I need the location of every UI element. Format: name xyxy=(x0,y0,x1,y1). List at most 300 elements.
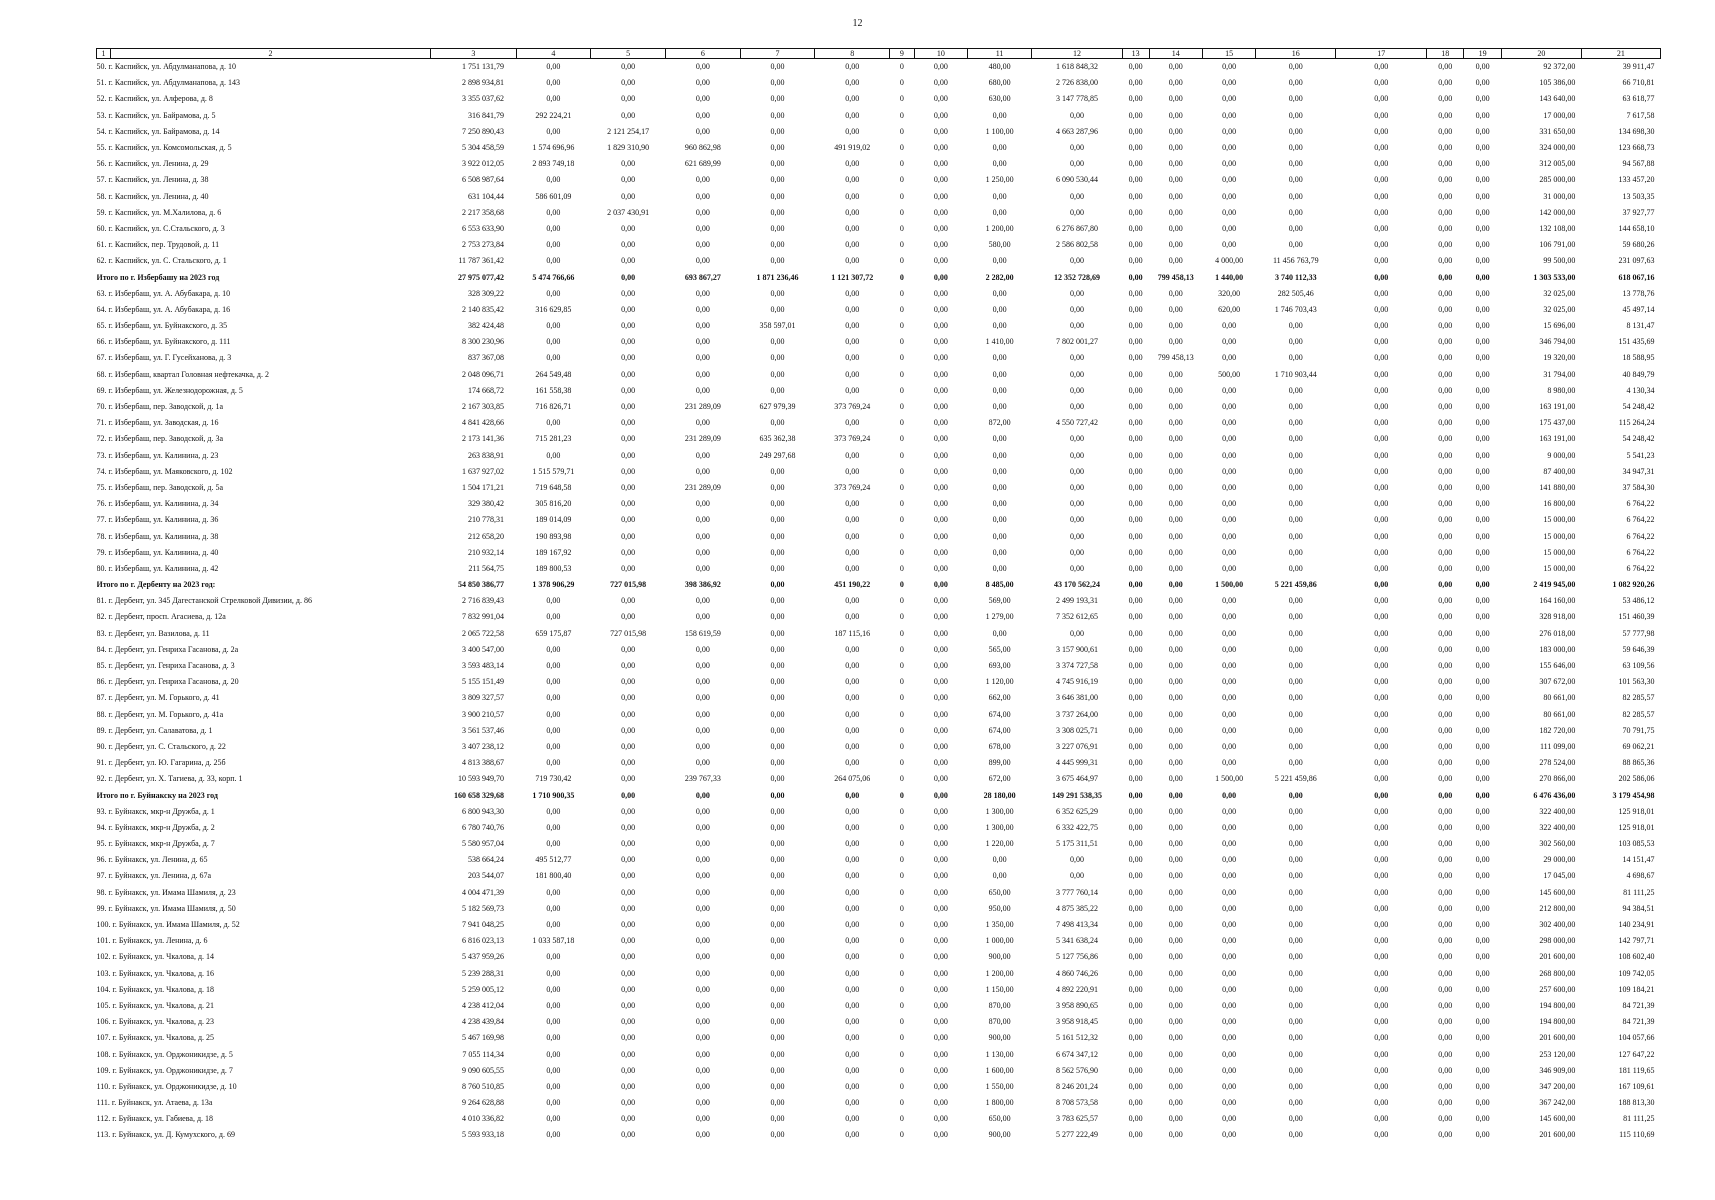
value-cell-col-21: 142 797,71 xyxy=(1618,936,1655,946)
value-cell-col-10: 0,00 xyxy=(933,1065,948,1075)
value-cell-col-5: 0,00 xyxy=(621,677,636,687)
value-cell-col-11: 900,00 xyxy=(988,1130,1011,1140)
value-cell-col-7: 0,00 xyxy=(770,628,785,638)
value-cell-col-15: 0,00 xyxy=(1222,758,1237,768)
value-cell-col-16: 0,00 xyxy=(1288,321,1303,331)
value-cell-col-7: 0,00 xyxy=(770,725,785,735)
value-cell-col-6: 0,00 xyxy=(695,1114,710,1124)
value-cell-col-3: 54 850 386,77 xyxy=(458,580,505,590)
value-cell-col-17: 0,00 xyxy=(1374,402,1389,412)
value-cell-col-3: 263 838,91 xyxy=(468,450,505,460)
value-cell-col-19: 0,00 xyxy=(1475,709,1490,719)
address-cell: 68. г. Избербаш, квартал Головная нефтекачка, д. 2 xyxy=(96,369,269,379)
value-cell-col-9: 0 xyxy=(899,871,904,881)
value-cell-col-12: 0,00 xyxy=(1069,191,1084,201)
value-cell-col-15: 0,00 xyxy=(1222,337,1237,347)
address-cell: 110. г. Буйнакск, ул. Орджоникидзе, д. 10 xyxy=(96,1081,237,1091)
value-cell-col-5: 0,00 xyxy=(621,159,636,169)
value-cell-col-10: 0,00 xyxy=(933,450,948,460)
value-cell-col-20: 328 918,00 xyxy=(1539,612,1576,622)
value-cell-col-19: 0,00 xyxy=(1475,741,1490,751)
value-cell-col-20: 212 800,00 xyxy=(1539,903,1576,913)
value-cell-col-8: 0,00 xyxy=(845,709,860,719)
value-cell-col-10: 0,00 xyxy=(933,612,948,622)
value-cell-col-15: 0,00 xyxy=(1222,531,1237,541)
value-cell-col-14: 0,00 xyxy=(1168,288,1183,298)
value-cell-col-15: 0,00 xyxy=(1222,191,1237,201)
value-cell-col-8: 0,00 xyxy=(845,547,860,557)
value-cell-col-19: 0,00 xyxy=(1475,466,1490,476)
value-cell-col-21: 123 668,73 xyxy=(1618,143,1655,153)
value-cell-col-19: 0,00 xyxy=(1475,418,1490,428)
value-cell-col-4: 0,00 xyxy=(546,920,561,930)
value-cell-col-12: 5 341 638,24 xyxy=(1055,936,1098,946)
value-cell-col-10: 0,00 xyxy=(933,159,948,169)
value-cell-col-16: 0,00 xyxy=(1288,482,1303,492)
value-cell-col-14: 0,00 xyxy=(1168,207,1183,217)
value-cell-col-8: 0,00 xyxy=(845,304,860,314)
value-cell-col-8: 0,00 xyxy=(845,952,860,962)
value-cell-col-13: 0,00 xyxy=(1128,855,1143,865)
value-cell-col-18: 0,00 xyxy=(1438,774,1453,784)
table-row xyxy=(97,302,1661,318)
value-cell-col-14: 0,00 xyxy=(1168,596,1183,606)
value-cell-col-15: 0,00 xyxy=(1222,482,1237,492)
value-cell-col-3: 6 800 943,30 xyxy=(462,806,505,816)
address-cell: 60. г. Каспийск, ул. С.Стальского, д. 3 xyxy=(96,223,225,233)
value-cell-col-17: 0,00 xyxy=(1374,839,1389,849)
value-cell-col-14: 0,00 xyxy=(1168,661,1183,671)
register-table-body xyxy=(97,59,1661,1144)
value-cell-col-21: 6 764,22 xyxy=(1626,515,1655,525)
value-cell-col-18: 0,00 xyxy=(1438,741,1453,751)
value-cell-col-17: 0,00 xyxy=(1374,758,1389,768)
value-cell-col-8: 0,00 xyxy=(845,693,860,703)
table-row xyxy=(97,739,1661,755)
value-cell-col-12: 2 586 802,58 xyxy=(1055,240,1098,250)
value-cell-col-7: 0,00 xyxy=(770,223,785,233)
table-row xyxy=(97,1079,1661,1095)
value-cell-col-13: 0,00 xyxy=(1128,143,1143,153)
value-cell-col-5: 0,00 xyxy=(621,499,636,509)
value-cell-col-21: 108 602,40 xyxy=(1618,952,1655,962)
value-cell-col-9: 0 xyxy=(899,482,904,492)
value-cell-col-6: 0,00 xyxy=(695,936,710,946)
value-cell-col-17: 0,00 xyxy=(1374,223,1389,233)
value-cell-col-20: 253 120,00 xyxy=(1539,1049,1576,1059)
value-cell-col-16: 0,00 xyxy=(1288,466,1303,476)
value-cell-col-19: 0,00 xyxy=(1475,94,1490,104)
value-cell-col-19: 0,00 xyxy=(1475,385,1490,395)
value-cell-col-10: 0,00 xyxy=(933,725,948,735)
column-number-header-row xyxy=(97,49,1661,59)
value-cell-col-5: 0,00 xyxy=(621,191,636,201)
value-cell-col-16: 0,00 xyxy=(1288,952,1303,962)
value-cell-col-17: 0,00 xyxy=(1374,1017,1389,1027)
column-header-5: 5 xyxy=(591,49,666,59)
value-cell-col-15: 0,00 xyxy=(1222,1081,1237,1091)
value-cell-col-10: 0,00 xyxy=(933,887,948,897)
address-cell: 57. г. Каспийск, ул. Ленина, д. 38 xyxy=(96,175,209,185)
value-cell-col-19: 0,00 xyxy=(1475,984,1490,994)
value-cell-col-14: 0,00 xyxy=(1168,709,1183,719)
value-cell-col-7: 0,00 xyxy=(770,741,785,751)
value-cell-col-21: 3 179 454,98 xyxy=(1612,790,1655,800)
value-cell-col-5: 0,00 xyxy=(621,596,636,606)
value-cell-col-8: 0,00 xyxy=(845,596,860,606)
value-cell-col-5: 0,00 xyxy=(621,337,636,347)
value-cell-col-11: 1 600,00 xyxy=(985,1065,1014,1075)
value-cell-col-5: 0,00 xyxy=(621,175,636,185)
value-cell-col-16: 0,00 xyxy=(1288,628,1303,638)
value-cell-col-10: 0,00 xyxy=(933,418,948,428)
value-cell-col-16: 0,00 xyxy=(1288,1081,1303,1091)
value-cell-col-9: 0 xyxy=(899,434,904,444)
value-cell-col-3: 9 090 605,55 xyxy=(462,1065,505,1075)
value-cell-col-19: 0,00 xyxy=(1475,62,1490,72)
column-header-17: 17 xyxy=(1336,49,1427,59)
value-cell-col-11: 0,00 xyxy=(992,402,1007,412)
value-cell-col-12: 3 737 264,00 xyxy=(1055,709,1098,719)
value-cell-col-5: 0,00 xyxy=(621,952,636,962)
value-cell-col-4: 0,00 xyxy=(546,612,561,622)
value-cell-col-18: 0,00 xyxy=(1438,1049,1453,1059)
value-cell-col-10: 0,00 xyxy=(933,223,948,233)
value-cell-col-5: 0,00 xyxy=(621,515,636,525)
value-cell-col-15: 0,00 xyxy=(1222,78,1237,88)
value-cell-col-10: 0,00 xyxy=(933,968,948,978)
table-row xyxy=(97,1030,1661,1046)
value-cell-col-11: 0,00 xyxy=(992,159,1007,169)
value-cell-col-8: 0,00 xyxy=(845,806,860,816)
value-cell-col-21: 84 721,39 xyxy=(1622,1017,1655,1027)
value-cell-col-15: 0,00 xyxy=(1222,855,1237,865)
value-cell-col-11: 900,00 xyxy=(988,1033,1011,1043)
column-header-14: 14 xyxy=(1149,49,1202,59)
value-cell-col-3: 6 816 023,13 xyxy=(462,936,505,946)
value-cell-col-21: 63 618,77 xyxy=(1622,94,1655,104)
value-cell-col-20: 17 045,00 xyxy=(1543,871,1576,881)
value-cell-col-6: 0,00 xyxy=(695,547,710,557)
value-cell-col-17: 0,00 xyxy=(1374,596,1389,606)
value-cell-col-3: 7 832 991,04 xyxy=(462,612,505,622)
value-cell-col-5: 0,00 xyxy=(621,110,636,120)
value-cell-col-6: 0,00 xyxy=(695,725,710,735)
value-cell-col-6: 0,00 xyxy=(695,126,710,136)
value-cell-col-13: 0,00 xyxy=(1128,223,1143,233)
value-cell-col-19: 0,00 xyxy=(1475,968,1490,978)
value-cell-col-14: 0,00 xyxy=(1168,968,1183,978)
value-cell-col-6: 0,00 xyxy=(695,1081,710,1091)
value-cell-col-14: 0,00 xyxy=(1168,175,1183,185)
table-row xyxy=(97,658,1661,674)
value-cell-col-9: 0 xyxy=(899,677,904,687)
value-cell-col-17: 0,00 xyxy=(1374,110,1389,120)
value-cell-col-3: 5 593 933,18 xyxy=(462,1130,505,1140)
value-cell-col-12: 8 708 573,58 xyxy=(1055,1098,1098,1108)
value-cell-col-16: 3 740 112,33 xyxy=(1275,272,1317,282)
value-cell-col-13: 0,00 xyxy=(1128,1017,1143,1027)
value-cell-col-3: 2 716 839,43 xyxy=(462,596,505,606)
address-cell: 109. г. Буйнакск, ул. Орджоникидзе, д. 7 xyxy=(96,1065,233,1075)
value-cell-col-4: 0,00 xyxy=(546,806,561,816)
value-cell-col-20: 15 696,00 xyxy=(1543,321,1576,331)
value-cell-col-7: 0,00 xyxy=(770,968,785,978)
value-cell-col-7: 0,00 xyxy=(770,418,785,428)
value-cell-col-4: 0,00 xyxy=(546,693,561,703)
table-row xyxy=(97,1095,1661,1111)
value-cell-col-20: 163 191,00 xyxy=(1539,402,1576,412)
value-cell-col-3: 2 048 096,71 xyxy=(462,369,505,379)
value-cell-col-5: 0,00 xyxy=(621,304,636,314)
value-cell-col-5: 0,00 xyxy=(621,402,636,412)
value-cell-col-13: 0,00 xyxy=(1128,1130,1143,1140)
value-cell-col-17: 0,00 xyxy=(1374,887,1389,897)
table-row xyxy=(97,804,1661,820)
address-cell: 98. г. Буйнакск, ул. Имама Шамиля, д. 23 xyxy=(96,887,236,897)
value-cell-col-7: 635 362,38 xyxy=(759,434,796,444)
register-table-container xyxy=(96,48,1661,1144)
value-cell-col-19: 0,00 xyxy=(1475,143,1490,153)
value-cell-col-4: 716 826,71 xyxy=(535,402,572,412)
value-cell-col-21: 151 435,69 xyxy=(1618,337,1655,347)
value-cell-col-13: 0,00 xyxy=(1128,774,1143,784)
value-cell-col-3: 3 922 012,05 xyxy=(462,159,505,169)
value-cell-col-7: 0,00 xyxy=(770,612,785,622)
value-cell-col-11: 1 300,00 xyxy=(985,822,1014,832)
value-cell-col-7: 0,00 xyxy=(770,790,785,800)
value-cell-col-17: 0,00 xyxy=(1374,871,1389,881)
value-cell-col-19: 0,00 xyxy=(1475,693,1490,703)
value-cell-col-11: 1 300,00 xyxy=(985,806,1014,816)
value-cell-col-8: 0,00 xyxy=(845,758,860,768)
value-cell-col-9: 0 xyxy=(899,903,904,913)
table-row xyxy=(97,415,1661,431)
value-cell-col-20: 285 000,00 xyxy=(1539,175,1576,185)
value-cell-col-18: 0,00 xyxy=(1438,1081,1453,1091)
value-cell-col-12: 1 618 848,32 xyxy=(1055,62,1098,72)
value-cell-col-9: 0 xyxy=(899,952,904,962)
value-cell-col-21: 101 563,30 xyxy=(1618,677,1655,687)
value-cell-col-13: 0,00 xyxy=(1128,709,1143,719)
value-cell-col-13: 0,00 xyxy=(1128,920,1143,930)
value-cell-col-14: 0,00 xyxy=(1168,741,1183,751)
value-cell-col-4: 0,00 xyxy=(546,207,561,217)
value-cell-col-12: 3 958 918,45 xyxy=(1055,1017,1098,1027)
value-cell-col-3: 329 380,42 xyxy=(468,499,505,509)
value-cell-col-7: 0,00 xyxy=(770,709,785,719)
value-cell-col-19: 0,00 xyxy=(1475,1130,1490,1140)
value-cell-col-11: 0,00 xyxy=(992,143,1007,153)
value-cell-col-14: 0,00 xyxy=(1168,126,1183,136)
value-cell-col-3: 7 250 890,43 xyxy=(462,126,505,136)
value-cell-col-20: 367 242,00 xyxy=(1539,1098,1576,1108)
value-cell-col-8: 0,00 xyxy=(845,1130,860,1140)
value-cell-col-18: 0,00 xyxy=(1438,952,1453,962)
value-cell-col-5: 0,00 xyxy=(621,94,636,104)
value-cell-col-9: 0 xyxy=(899,822,904,832)
value-cell-col-9: 0 xyxy=(899,661,904,671)
value-cell-col-7: 0,00 xyxy=(770,385,785,395)
value-cell-col-7: 0,00 xyxy=(770,774,785,784)
value-cell-col-8: 0,00 xyxy=(845,741,860,751)
table-row xyxy=(97,75,1661,91)
value-cell-col-15: 0,00 xyxy=(1222,1049,1237,1059)
value-cell-col-21: 4 698,67 xyxy=(1626,871,1655,881)
value-cell-col-13: 0,00 xyxy=(1128,758,1143,768)
total-row xyxy=(97,269,1661,285)
value-cell-col-14: 0,00 xyxy=(1168,984,1183,994)
value-cell-col-16: 0,00 xyxy=(1288,62,1303,72)
value-cell-col-15: 0,00 xyxy=(1222,143,1237,153)
value-cell-col-17: 0,00 xyxy=(1374,855,1389,865)
value-cell-col-12: 0,00 xyxy=(1069,321,1084,331)
value-cell-col-10: 0,00 xyxy=(933,353,948,363)
value-cell-col-15: 0,00 xyxy=(1222,1000,1237,1010)
value-cell-col-17: 0,00 xyxy=(1374,207,1389,217)
value-cell-col-21: 188 813,30 xyxy=(1618,1098,1655,1108)
table-row xyxy=(97,318,1661,334)
value-cell-col-17: 0,00 xyxy=(1374,693,1389,703)
value-cell-col-10: 0,00 xyxy=(933,758,948,768)
table-row xyxy=(97,496,1661,512)
table-row xyxy=(97,755,1661,771)
value-cell-col-4: 0,00 xyxy=(546,968,561,978)
value-cell-col-21: 167 109,61 xyxy=(1618,1081,1655,1091)
value-cell-col-19: 0,00 xyxy=(1475,1017,1490,1027)
value-cell-col-17: 0,00 xyxy=(1374,644,1389,654)
value-cell-col-18: 0,00 xyxy=(1438,272,1453,282)
table-row xyxy=(97,383,1661,399)
value-cell-col-11: 1 800,00 xyxy=(985,1098,1014,1108)
value-cell-col-4: 0,00 xyxy=(546,321,561,331)
table-row xyxy=(97,172,1661,188)
value-cell-col-18: 0,00 xyxy=(1438,499,1453,509)
value-cell-col-8: 0,00 xyxy=(845,337,860,347)
value-cell-col-5: 0,00 xyxy=(621,78,636,88)
value-cell-col-14: 0,00 xyxy=(1168,936,1183,946)
value-cell-col-5: 0,00 xyxy=(621,871,636,881)
value-cell-col-5: 0,00 xyxy=(621,644,636,654)
column-header-1: 1 xyxy=(97,49,111,59)
value-cell-col-5: 0,00 xyxy=(621,661,636,671)
value-cell-col-15: 0,00 xyxy=(1222,693,1237,703)
value-cell-col-15: 0,00 xyxy=(1222,515,1237,525)
value-cell-col-8: 0,00 xyxy=(845,644,860,654)
value-cell-col-9: 0 xyxy=(899,466,904,476)
value-cell-col-5: 0,00 xyxy=(621,1114,636,1124)
value-cell-col-4: 495 512,77 xyxy=(535,855,572,865)
value-cell-col-17: 0,00 xyxy=(1374,547,1389,557)
value-cell-col-11: 480,00 xyxy=(988,62,1011,72)
value-cell-col-7: 0,00 xyxy=(770,1049,785,1059)
value-cell-col-16: 282 505,46 xyxy=(1277,288,1314,298)
value-cell-col-11: 899,00 xyxy=(988,758,1011,768)
value-cell-col-16: 0,00 xyxy=(1288,677,1303,687)
value-cell-col-13: 0,00 xyxy=(1128,321,1143,331)
value-cell-col-16: 0,00 xyxy=(1288,191,1303,201)
value-cell-col-16: 0,00 xyxy=(1288,1033,1303,1043)
value-cell-col-9: 0 xyxy=(899,450,904,460)
value-cell-col-15: 4 000,00 xyxy=(1215,256,1244,266)
value-cell-col-15: 0,00 xyxy=(1222,887,1237,897)
value-cell-col-3: 27 975 077,42 xyxy=(458,272,505,282)
value-cell-col-13: 0,00 xyxy=(1128,1033,1143,1043)
value-cell-col-13: 0,00 xyxy=(1128,1065,1143,1075)
address-cell: 91. г. Дербент, ул. Ю. Гагарина, д. 25б xyxy=(96,758,226,768)
value-cell-col-3: 8 300 230,96 xyxy=(462,337,505,347)
value-cell-col-11: 0,00 xyxy=(992,110,1007,120)
value-cell-col-16: 0,00 xyxy=(1288,968,1303,978)
value-cell-col-13: 0,00 xyxy=(1128,839,1143,849)
value-cell-col-16: 1 746 703,43 xyxy=(1274,304,1317,314)
value-cell-col-21: 53 486,12 xyxy=(1622,596,1655,606)
value-cell-col-17: 0,00 xyxy=(1374,288,1389,298)
value-cell-col-5: 0,00 xyxy=(621,822,636,832)
value-cell-col-11: 1 000,00 xyxy=(985,936,1014,946)
table-row xyxy=(97,674,1661,690)
value-cell-col-10: 0,00 xyxy=(933,1081,948,1091)
value-cell-col-15: 1 500,00 xyxy=(1215,580,1244,590)
value-cell-col-8: 0,00 xyxy=(845,78,860,88)
value-cell-col-15: 0,00 xyxy=(1222,321,1237,331)
value-cell-col-12: 0,00 xyxy=(1069,304,1084,314)
value-cell-col-19: 0,00 xyxy=(1475,240,1490,250)
value-cell-col-10: 0,00 xyxy=(933,272,948,282)
value-cell-col-12: 0,00 xyxy=(1069,482,1084,492)
value-cell-col-5: 0,00 xyxy=(621,240,636,250)
value-cell-col-4: 190 893,98 xyxy=(535,531,572,541)
value-cell-col-20: 201 600,00 xyxy=(1539,952,1576,962)
total-row xyxy=(97,787,1661,803)
value-cell-col-14: 0,00 xyxy=(1168,531,1183,541)
value-cell-col-21: 13 503,35 xyxy=(1622,191,1655,201)
value-cell-col-4: 292 224,21 xyxy=(535,110,572,120)
value-cell-col-17: 0,00 xyxy=(1374,661,1389,671)
value-cell-col-21: 104 057,66 xyxy=(1618,1033,1655,1043)
value-cell-col-6: 621 689,99 xyxy=(684,159,721,169)
value-cell-col-21: 14 151,47 xyxy=(1622,855,1655,865)
value-cell-col-9: 0 xyxy=(899,272,904,282)
value-cell-col-6: 0,00 xyxy=(695,1065,710,1075)
value-cell-col-16: 0,00 xyxy=(1288,159,1303,169)
value-cell-col-8: 0,00 xyxy=(845,531,860,541)
value-cell-col-7: 0,00 xyxy=(770,871,785,881)
address-cell: 54. г. Каспийск, ул. Байрамова, д. 14 xyxy=(96,126,220,136)
value-cell-col-20: 331 650,00 xyxy=(1539,126,1576,136)
value-cell-col-17: 0,00 xyxy=(1374,790,1389,800)
value-cell-col-11: 0,00 xyxy=(992,628,1007,638)
value-cell-col-21: 151 460,39 xyxy=(1618,612,1655,622)
value-cell-col-18: 0,00 xyxy=(1438,94,1453,104)
value-cell-col-14: 0,00 xyxy=(1168,822,1183,832)
value-cell-col-21: 82 285,57 xyxy=(1622,693,1655,703)
value-cell-col-3: 3 593 483,14 xyxy=(462,661,505,671)
value-cell-col-9: 0 xyxy=(899,855,904,865)
value-cell-col-12: 6 332 422,75 xyxy=(1055,822,1098,832)
value-cell-col-8: 0,00 xyxy=(845,256,860,266)
value-cell-col-18: 0,00 xyxy=(1438,920,1453,930)
table-row xyxy=(97,205,1661,221)
value-cell-col-4: 0,00 xyxy=(546,94,561,104)
value-cell-col-16: 11 456 763,79 xyxy=(1272,256,1319,266)
value-cell-col-12: 3 777 760,14 xyxy=(1055,887,1098,897)
value-cell-col-10: 0,00 xyxy=(933,1000,948,1010)
value-cell-col-20: 145 600,00 xyxy=(1539,1114,1576,1124)
value-cell-col-10: 0,00 xyxy=(933,207,948,217)
value-cell-col-4: 1 378 906,29 xyxy=(532,580,575,590)
value-cell-col-17: 0,00 xyxy=(1374,304,1389,314)
